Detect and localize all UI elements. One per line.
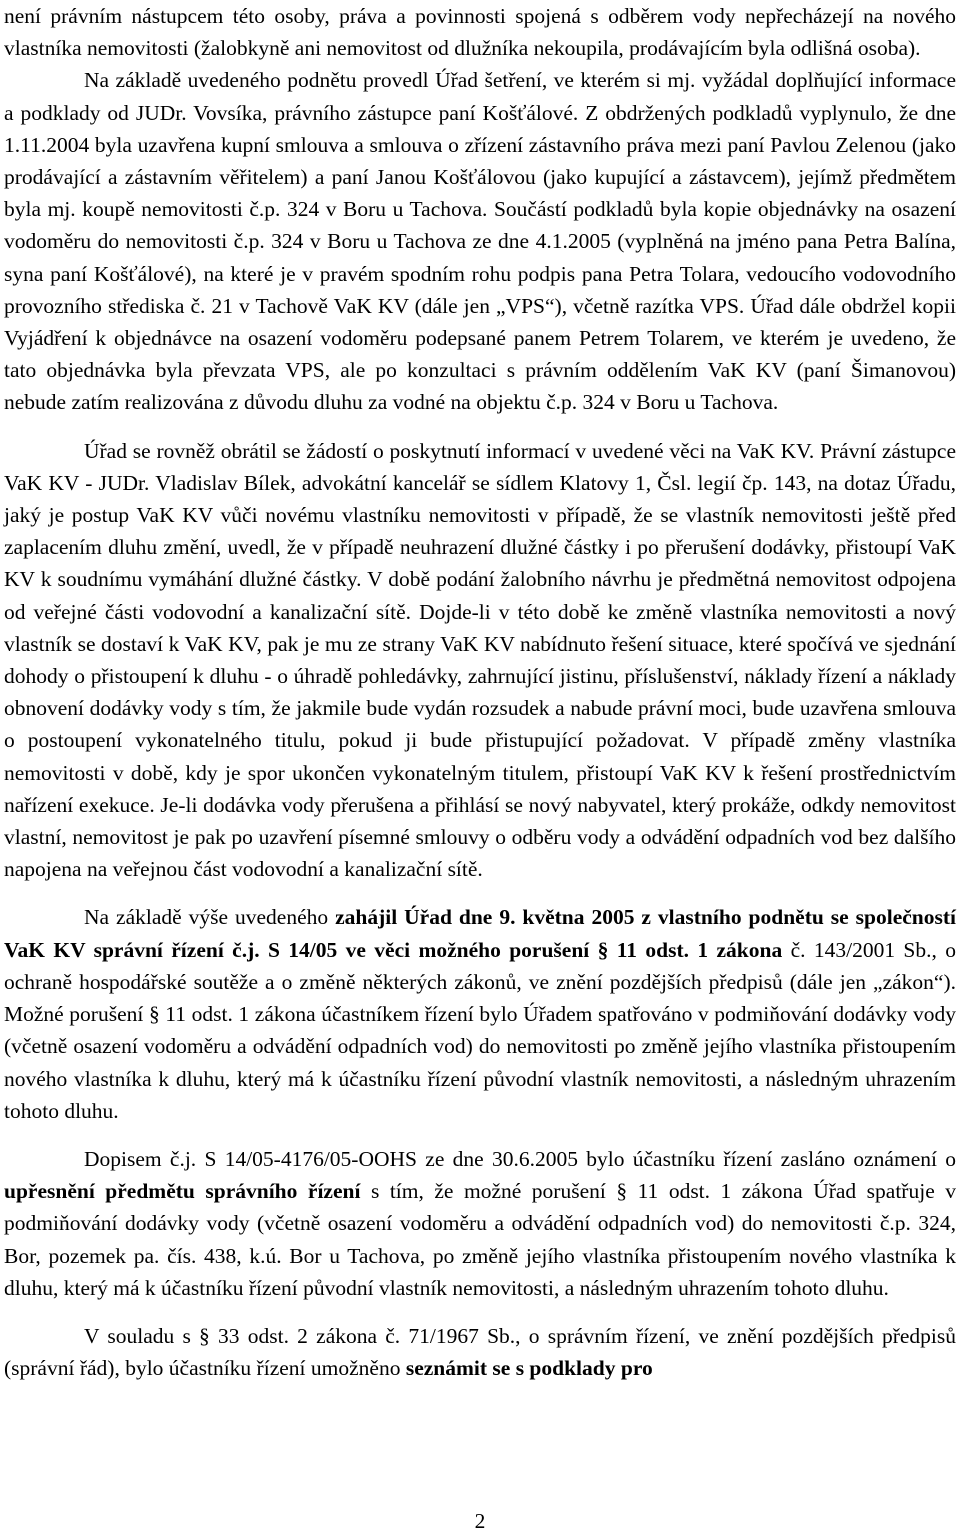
paragraph-4-text-b: č. 143/2001 Sb., o ochraně hospodářské soutěže a o změně některých zákonů, ve znění pozdějších předpisů (dále jen „zákon“). Možné porušení § 11 odst. 1 zákona účastníkem řízení bylo Úřadem spatřováno v podmiňování dodávky vody (včetně osazení vodoměru a odvádění odpadních vod) do nemovitosti po změně jejího vlastníka přistoupením nového vlastníka k dluhu, který má k účastníku řízení původní vlastník nemovitosti, a následným uhrazením tohoto dluhu. xyxy=(4,937,956,1123)
paragraph-3 xyxy=(4,435,956,886)
paragraph-4-text-a: Na základě výše uvedeného xyxy=(84,905,336,930)
paragraph-6-bold: seznámit se s podklady pro xyxy=(405,1356,653,1381)
paragraph-4-bold: zahájil Úřad dne 9. května 2005 z vlastního podnětu se společností VaK KV správní řízení č.j. S 14/05 ve věci možného porušení § 11 odst. 1 zákona xyxy=(4,905,956,962)
document-page xyxy=(4,0,956,1384)
paragraph-3-text: Úřad se rovněž obrátil se žádostí o poskytnutí informací v uvedené věci na VaK KV. Právní zástupce VaK KV - JUDr. Vladislav Bílek, advokátní kancelář se sídlem Klatovy 1, Čsl. legií čp. 143, na dotaz Úřadu, jaký je postup VaK KV vůči novému vlastníku nemovitosti v případě, že se vlastník nemovitosti ještě před zaplacením dluhu změní, uvedl, že v případě neuhrazení dlužné částky i po přerušení dodávky, přistoupí VaK KV k soudnímu vymáhání dlužné částky. V době podání žalobního návrhu je předmětná nemovitost odpojena od veřejné části vodovodní a kanalizační sítě. Dojde-li v této době ke změně vlastníka nemovitosti a nový vlastník se dostaví k VaK KV, pak je mu ze strany VaK KV nabídnuto řešení situace, které spočívá ve sjednání dohody o přistoupení k dluhu - o úhradě pohledávky, zahrnující jistinu, příslušenství, náklady řízení a náklady obnovení dodávky vody s tím, že jakmile bude vydán rozsudek a nabude právní moci, bude uzavřena smlouva o postoupení vykonatelného titulu, pokud ji bude přistupující požadovat. V případě změny vlastníka nemovitosti v době, kdy je spor ukončen vykonatelným titulem, přistoupí VaK KV k řešení prostřednictvím nařízení exekuce. Je-li dodávka vody přerušena a přihlásí se nový nabyvatel, který prokáže, odkdy nemovitost vlastní, nemovitost je pak po uzavření písemné smlouvy o odběru vody a odvádění odpadních vod bez dalšího napojena na veřejnou část vodovodní a kanalizační sítě. xyxy=(4,438,956,882)
paragraph-5-text-a: Dopisem č.j. S 14/05-4176/05-OOHS ze dne 30.6.2005 bylo účastníku řízení zasláno oznámení o xyxy=(84,1146,956,1171)
paragraph-6 xyxy=(4,1320,956,1384)
paragraph-6-text-a: V souladu s § 33 odst. 2 zákona č. 71/1967 Sb., o správním řízení, ve znění pozdějších předpisů (správní řád), bylo účastníku řízení umožněno xyxy=(4,1323,956,1381)
page-number: 2 xyxy=(474,1509,486,1533)
paragraph-1 xyxy=(4,0,956,64)
paragraph-1-text: není právním nástupcem této osoby, práva a povinnosti spojená s odběrem vody nepřecházejí na nového vlastníka nemovitosti (žalobkyně ani nemovitost od dlužníka nekoupila, prodávajícím byla odlišná osoba). xyxy=(4,4,956,61)
paragraph-2-text: Na základě uvedeného podnětu provedl Úřad šetření, ve kterém si mj. vyžádal doplňující informace a podklady od JUDr. Vovsíka, právního zástupce paní Košťálové. Z obdržených podkladů vyplynulo, že dne 1.11.2004 byla uzavřena kupní smlouva a smlouva o zřízení zástavního práva mezi paní Pavlou Zelenou (jako prodávající a zástavním věřitelem) a paní Janou Košťálovou (jako kupující a zástavcem), jejímž předmětem byla mj. koupě nemovitosti č.p. 324 v Boru u Tachova. Součástí podkladů byla kopie objednávky na osazení vodoměru do nemovitosti č.p. 324 v Boru u Tachova ze dne 4.1.2005 (vyplněná na jméno pana Petra Balína, syna paní Košťálové), na které je v pravém spodním rohu podpis pana Petra Tolara, vedoucího vodovodního provozního střediska č. 21 v Tachově VaK KV (dále jen „VPS“), včetně razítka VPS. Úřad dále obdržel kopii Vyjádření k objednávce na osazení vodoměru podepsané panem Petrem Tolarem, ve kterém je uvedeno, že tato objednávka byla převzata VPS, ale po konzultaci s právním oddělením VaK KV (paní Šimanovou) nebude zatím realizována z důvodu dluhu za vodné na objektu č.p. 324 v Boru u Tachova. xyxy=(4,68,956,415)
paragraph-5-bold: upřesnění předmětu správního řízení xyxy=(4,1179,361,1204)
paragraph-5 xyxy=(4,1143,956,1304)
paragraph-5-text-b: s tím, že možné porušení § 11 odst. 1 zákona Úřad spatřuje v podmiňování dodávky vody (včetně osazení vodoměru a odvádění odpadních vod) do nemovitosti č.p. 324, Bor, pozemek pa. čís. 438, k.ú. Bor u Tachova, po změně jejího vlastníka přistoupením nového vlastníka k dluhu, který má k účastníku řízení původní vlastník nemovitosti, a následným uhrazením tohoto dluhu. xyxy=(4,1179,956,1300)
paragraph-2 xyxy=(4,64,956,418)
paragraph-4 xyxy=(4,901,956,1126)
